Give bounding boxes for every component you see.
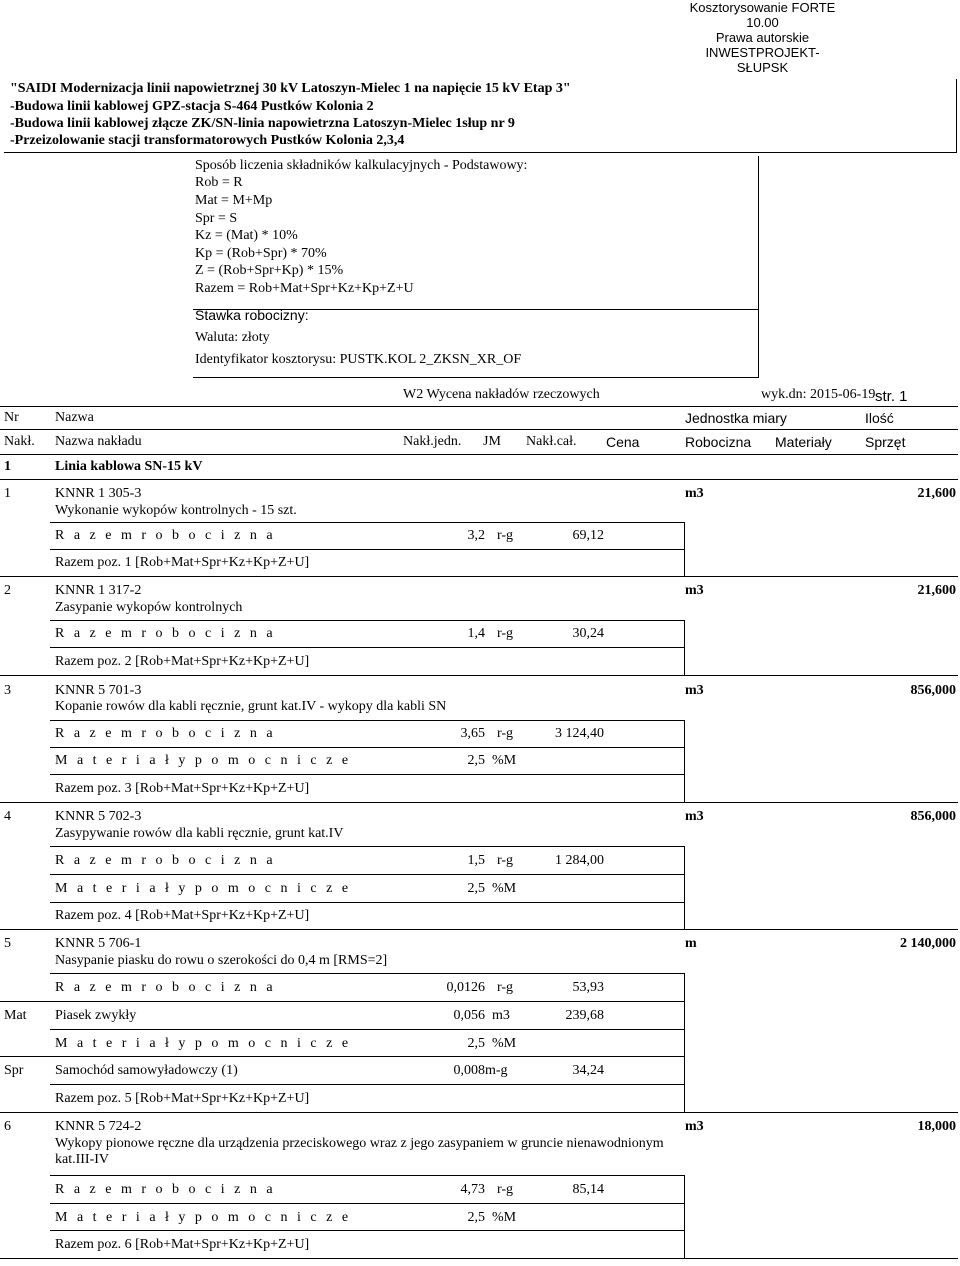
rights-label: Prawa autorskie xyxy=(715,30,810,45)
divider xyxy=(0,406,958,407)
position-code: KNNR 5 702-3 xyxy=(55,809,142,824)
col-ilosc: Ilość xyxy=(865,410,894,426)
currency-label: Waluta: złoty xyxy=(195,330,270,345)
labor-rate-label: Stawka robocizny: xyxy=(195,307,309,323)
aux-materials-value: 2,5 xyxy=(467,1210,485,1225)
equipment-type: Spr xyxy=(4,1063,24,1078)
material-type: Mat xyxy=(4,1008,27,1023)
aux-materials-jm: %M xyxy=(492,1210,517,1225)
divider xyxy=(0,1112,958,1113)
position-unit: m3 xyxy=(685,583,704,598)
material-jm: m3 xyxy=(492,1008,510,1023)
section-nr: 1 xyxy=(4,459,11,474)
col-nazwa: Nazwa xyxy=(55,410,94,425)
aux-materials-jm: %M xyxy=(492,1036,517,1051)
program-name: Kosztorysowanie FORTE 10.00 xyxy=(689,0,836,30)
labor-jm: r-g xyxy=(497,1182,514,1197)
divider xyxy=(0,1258,958,1259)
labor-jm: r-g xyxy=(497,853,514,868)
labor-jm: r-g xyxy=(497,726,514,741)
aux-materials-label: M a t e r i a ł y p o m o c n i c z e xyxy=(55,1036,352,1051)
divider xyxy=(50,973,684,974)
col-materialy: Materiały xyxy=(775,434,832,450)
labor-total-value: 69,12 xyxy=(572,528,604,543)
title-line-2: -Budowa linii kablowej GPZ-stacja S-464 Pustków Kolonia 2 xyxy=(10,99,374,114)
divider xyxy=(50,902,684,903)
equipment-unit-value: 0,008 xyxy=(453,1063,485,1078)
page-number: str. 1 xyxy=(875,388,908,405)
divider xyxy=(50,1230,684,1231)
labor-total-label: R a z e m r o b o c i z n a xyxy=(55,528,276,543)
position-description: Kopanie rowów dla kabli ręcznie, grunt kat.IV - wykopy dla kabli SN xyxy=(55,699,447,714)
position-quantity: 856,000 xyxy=(910,683,956,698)
position-nr: 6 xyxy=(4,1119,11,1134)
method-line: Kz = (Mat) * 10% xyxy=(195,228,298,243)
labor-total-value: 1 284,00 xyxy=(555,853,604,868)
equipment-name: Samochód samowyładowczy (1) xyxy=(55,1063,238,1078)
position-sum: Razem poz. 2 [Rob+Mat+Spr+Kz+Kp+Z+U] xyxy=(55,654,310,669)
method-line: Razem = Rob+Mat+Spr+Kz+Kp+Z+U xyxy=(195,281,414,296)
divider xyxy=(50,874,684,875)
position-nr: 4 xyxy=(4,809,11,824)
position-quantity: 21,600 xyxy=(917,583,956,598)
position-nr: 2 xyxy=(4,583,11,598)
position-nr: 5 xyxy=(4,936,11,951)
divider xyxy=(50,846,684,847)
method-line: Kp = (Rob+Spr) * 70% xyxy=(195,246,327,261)
report-date: wyk.dn: 2015-06-19 xyxy=(761,387,876,402)
labor-unit-value: 3,65 xyxy=(460,726,485,741)
divider xyxy=(50,1203,684,1204)
position-code: KNNR 1 305-3 xyxy=(55,486,142,501)
col-jednostka: Jednostka miary xyxy=(685,410,787,426)
position-sum: Razem poz. 5 [Rob+Mat+Spr+Kz+Kp+Z+U] xyxy=(55,1091,310,1106)
divider xyxy=(50,1175,684,1176)
labor-total-value: 3 124,40 xyxy=(555,726,604,741)
position-description: Wykonanie wykopów kontrolnych - 15 szt. xyxy=(55,503,297,518)
aux-materials-label: M a t e r i a ł y p o m o c n i c z e xyxy=(55,881,352,896)
material-total-value: 239,68 xyxy=(565,1008,604,1023)
method-line: Rob = R xyxy=(195,175,243,190)
equipment-total-value: 34,24 xyxy=(572,1063,604,1078)
position-unit: m xyxy=(685,936,697,951)
labor-total-label: R a z e m r o b o c i z n a xyxy=(55,726,276,741)
labor-total-value: 30,24 xyxy=(572,626,604,641)
col-nakl: Nakł. xyxy=(4,434,35,449)
divider xyxy=(0,929,958,930)
company-name: INWESTPROJEKT-SŁUPSK xyxy=(705,45,820,75)
labor-total-label: R a z e m r o b o c i z n a xyxy=(55,980,276,995)
col-nakl-cal: Nakł.cał. xyxy=(526,434,577,449)
column-divider xyxy=(684,1175,685,1258)
col-nr: Nr xyxy=(4,410,19,425)
column-divider xyxy=(684,846,685,929)
labor-jm: r-g xyxy=(497,528,514,543)
labor-jm: r-g xyxy=(497,626,514,641)
labor-total-label: R a z e m r o b o c i z n a xyxy=(55,853,276,868)
labor-unit-value: 0,0126 xyxy=(446,980,485,995)
aux-materials-label: M a t e r i a ł y p o m o c n i c z e xyxy=(55,753,352,768)
divider xyxy=(0,1001,684,1002)
position-quantity: 856,000 xyxy=(910,809,956,824)
divider xyxy=(0,576,958,577)
section-title: Linia kablowa SN-15 kV xyxy=(55,459,203,474)
aux-materials-value: 2,5 xyxy=(467,881,485,896)
labor-unit-value: 3,2 xyxy=(467,528,485,543)
calculation-method-box xyxy=(193,156,759,310)
divider xyxy=(50,620,684,621)
position-sum: Razem poz. 3 [Rob+Mat+Spr+Kz+Kp+Z+U] xyxy=(55,781,310,796)
divider xyxy=(50,647,684,648)
aux-materials-value: 2,5 xyxy=(467,753,485,768)
col-nakl-jedn: Nakł.jedn. xyxy=(403,434,462,449)
column-divider xyxy=(684,522,685,576)
position-nr: 1 xyxy=(4,486,11,501)
aux-materials-jm: %M xyxy=(492,753,517,768)
divider xyxy=(50,720,684,721)
divider xyxy=(50,747,684,748)
position-unit: m3 xyxy=(685,683,704,698)
divider xyxy=(0,802,958,803)
position-code: KNNR 5 724-2 xyxy=(55,1119,142,1134)
col-jm: JM xyxy=(483,434,501,449)
column-divider xyxy=(684,973,685,1112)
position-quantity: 2 140,000 xyxy=(900,936,956,951)
aux-materials-value: 2,5 xyxy=(467,1036,485,1051)
labor-total-label: R a z e m r o b o c i z n a xyxy=(55,626,276,641)
position-code: KNNR 5 706-1 xyxy=(55,936,142,951)
divider xyxy=(0,479,958,480)
col-sprzet: Sprzęt xyxy=(865,434,906,450)
col-nazwa-nakladu: Nazwa nakładu xyxy=(55,434,142,449)
labor-unit-value: 1,4 xyxy=(467,626,485,641)
divider xyxy=(0,454,958,455)
position-code: KNNR 1 317-2 xyxy=(55,583,142,598)
aux-materials-label: M a t e r i a ł y p o m o c n i c z e xyxy=(55,1210,352,1225)
program-header xyxy=(680,0,845,75)
divider xyxy=(50,522,684,523)
labor-unit-value: 1,5 xyxy=(467,853,485,868)
position-quantity: 21,600 xyxy=(917,486,956,501)
position-nr: 3 xyxy=(4,683,11,698)
method-line: Sposób liczenia składników kalkulacyjnych - Podstawowy: xyxy=(195,158,528,173)
position-description: Wykopy pionowe ręczne dla urządzenia przeciskowego wraz z jego zasypaniem w gruncie nienawodnionym xyxy=(55,1136,664,1151)
labor-jm: r-g xyxy=(497,980,514,995)
column-divider xyxy=(684,620,685,675)
title-line-4: -Przeizolowanie stacji transformatorowych Pustków Kolonia 2,3,4 xyxy=(10,133,405,148)
equipment-jm: m-g xyxy=(485,1063,508,1078)
position-sum: Razem poz. 4 [Rob+Mat+Spr+Kz+Kp+Z+U] xyxy=(55,908,310,923)
divider xyxy=(0,1056,684,1057)
position-unit: m3 xyxy=(685,809,704,824)
position-unit: m3 xyxy=(685,1119,704,1134)
labor-total-value: 53,93 xyxy=(572,980,604,995)
title-line-3: -Budowa linii kablowej złącze ZK/SN-linia napowietrzna Latoszyn-Mielec 1słup nr 9 xyxy=(10,116,515,131)
report-title: W2 Wycena nakładów rzeczowych xyxy=(403,387,600,402)
divider xyxy=(50,549,684,550)
labor-unit-value: 4,73 xyxy=(460,1182,485,1197)
position-code: KNNR 5 701-3 xyxy=(55,683,142,698)
divider xyxy=(50,1029,684,1030)
labor-rate-box xyxy=(193,307,759,378)
labor-total-value: 85,14 xyxy=(572,1182,604,1197)
position-description: Zasypywanie rowów dla kabli ręcznie, grunt kat.IV xyxy=(55,826,344,841)
method-line: Z = (Rob+Spr+Kp) * 15% xyxy=(195,263,344,278)
col-robocizna: Robocizna xyxy=(685,434,752,450)
divider xyxy=(50,774,684,775)
position-sum: Razem poz. 1 [Rob+Mat+Spr+Kz+Kp+Z+U] xyxy=(55,555,310,570)
position-sum: Razem poz. 6 [Rob+Mat+Spr+Kz+Kp+Z+U] xyxy=(55,1237,310,1252)
divider xyxy=(0,675,958,676)
material-name: Piasek zwykły xyxy=(55,1008,137,1023)
column-divider xyxy=(684,720,685,802)
method-line: Mat = M+Mp xyxy=(195,193,273,208)
estimate-identifier: Identyfikator kosztorysu: PUSTK.KOL 2_ZKSN_XR_OF xyxy=(195,352,522,367)
method-line: Spr = S xyxy=(195,211,238,226)
position-unit: m3 xyxy=(685,486,704,501)
title-line-1: "SAIDI Modernizacja linii napowietrznej 30 kV Latoszyn-Mielec 1 na napięcie 15 kV Etap 3" xyxy=(10,81,571,96)
col-cena: Cena xyxy=(606,434,640,450)
position-description: Nasypanie piasku do rowu o szerokości do 0,4 m [RMS=2] xyxy=(55,953,388,968)
position-description: Zasypanie wykopów kontrolnych xyxy=(55,600,243,615)
material-unit-value: 0,056 xyxy=(453,1008,485,1023)
divider xyxy=(50,1084,684,1085)
position-quantity: 18,000 xyxy=(917,1119,956,1134)
labor-total-label: R a z e m r o b o c i z n a xyxy=(55,1182,276,1197)
estimate-title-box xyxy=(4,79,957,153)
divider xyxy=(0,429,958,430)
aux-materials-jm: %M xyxy=(492,881,517,896)
position-description-cont: kat.III-IV xyxy=(55,1152,110,1167)
